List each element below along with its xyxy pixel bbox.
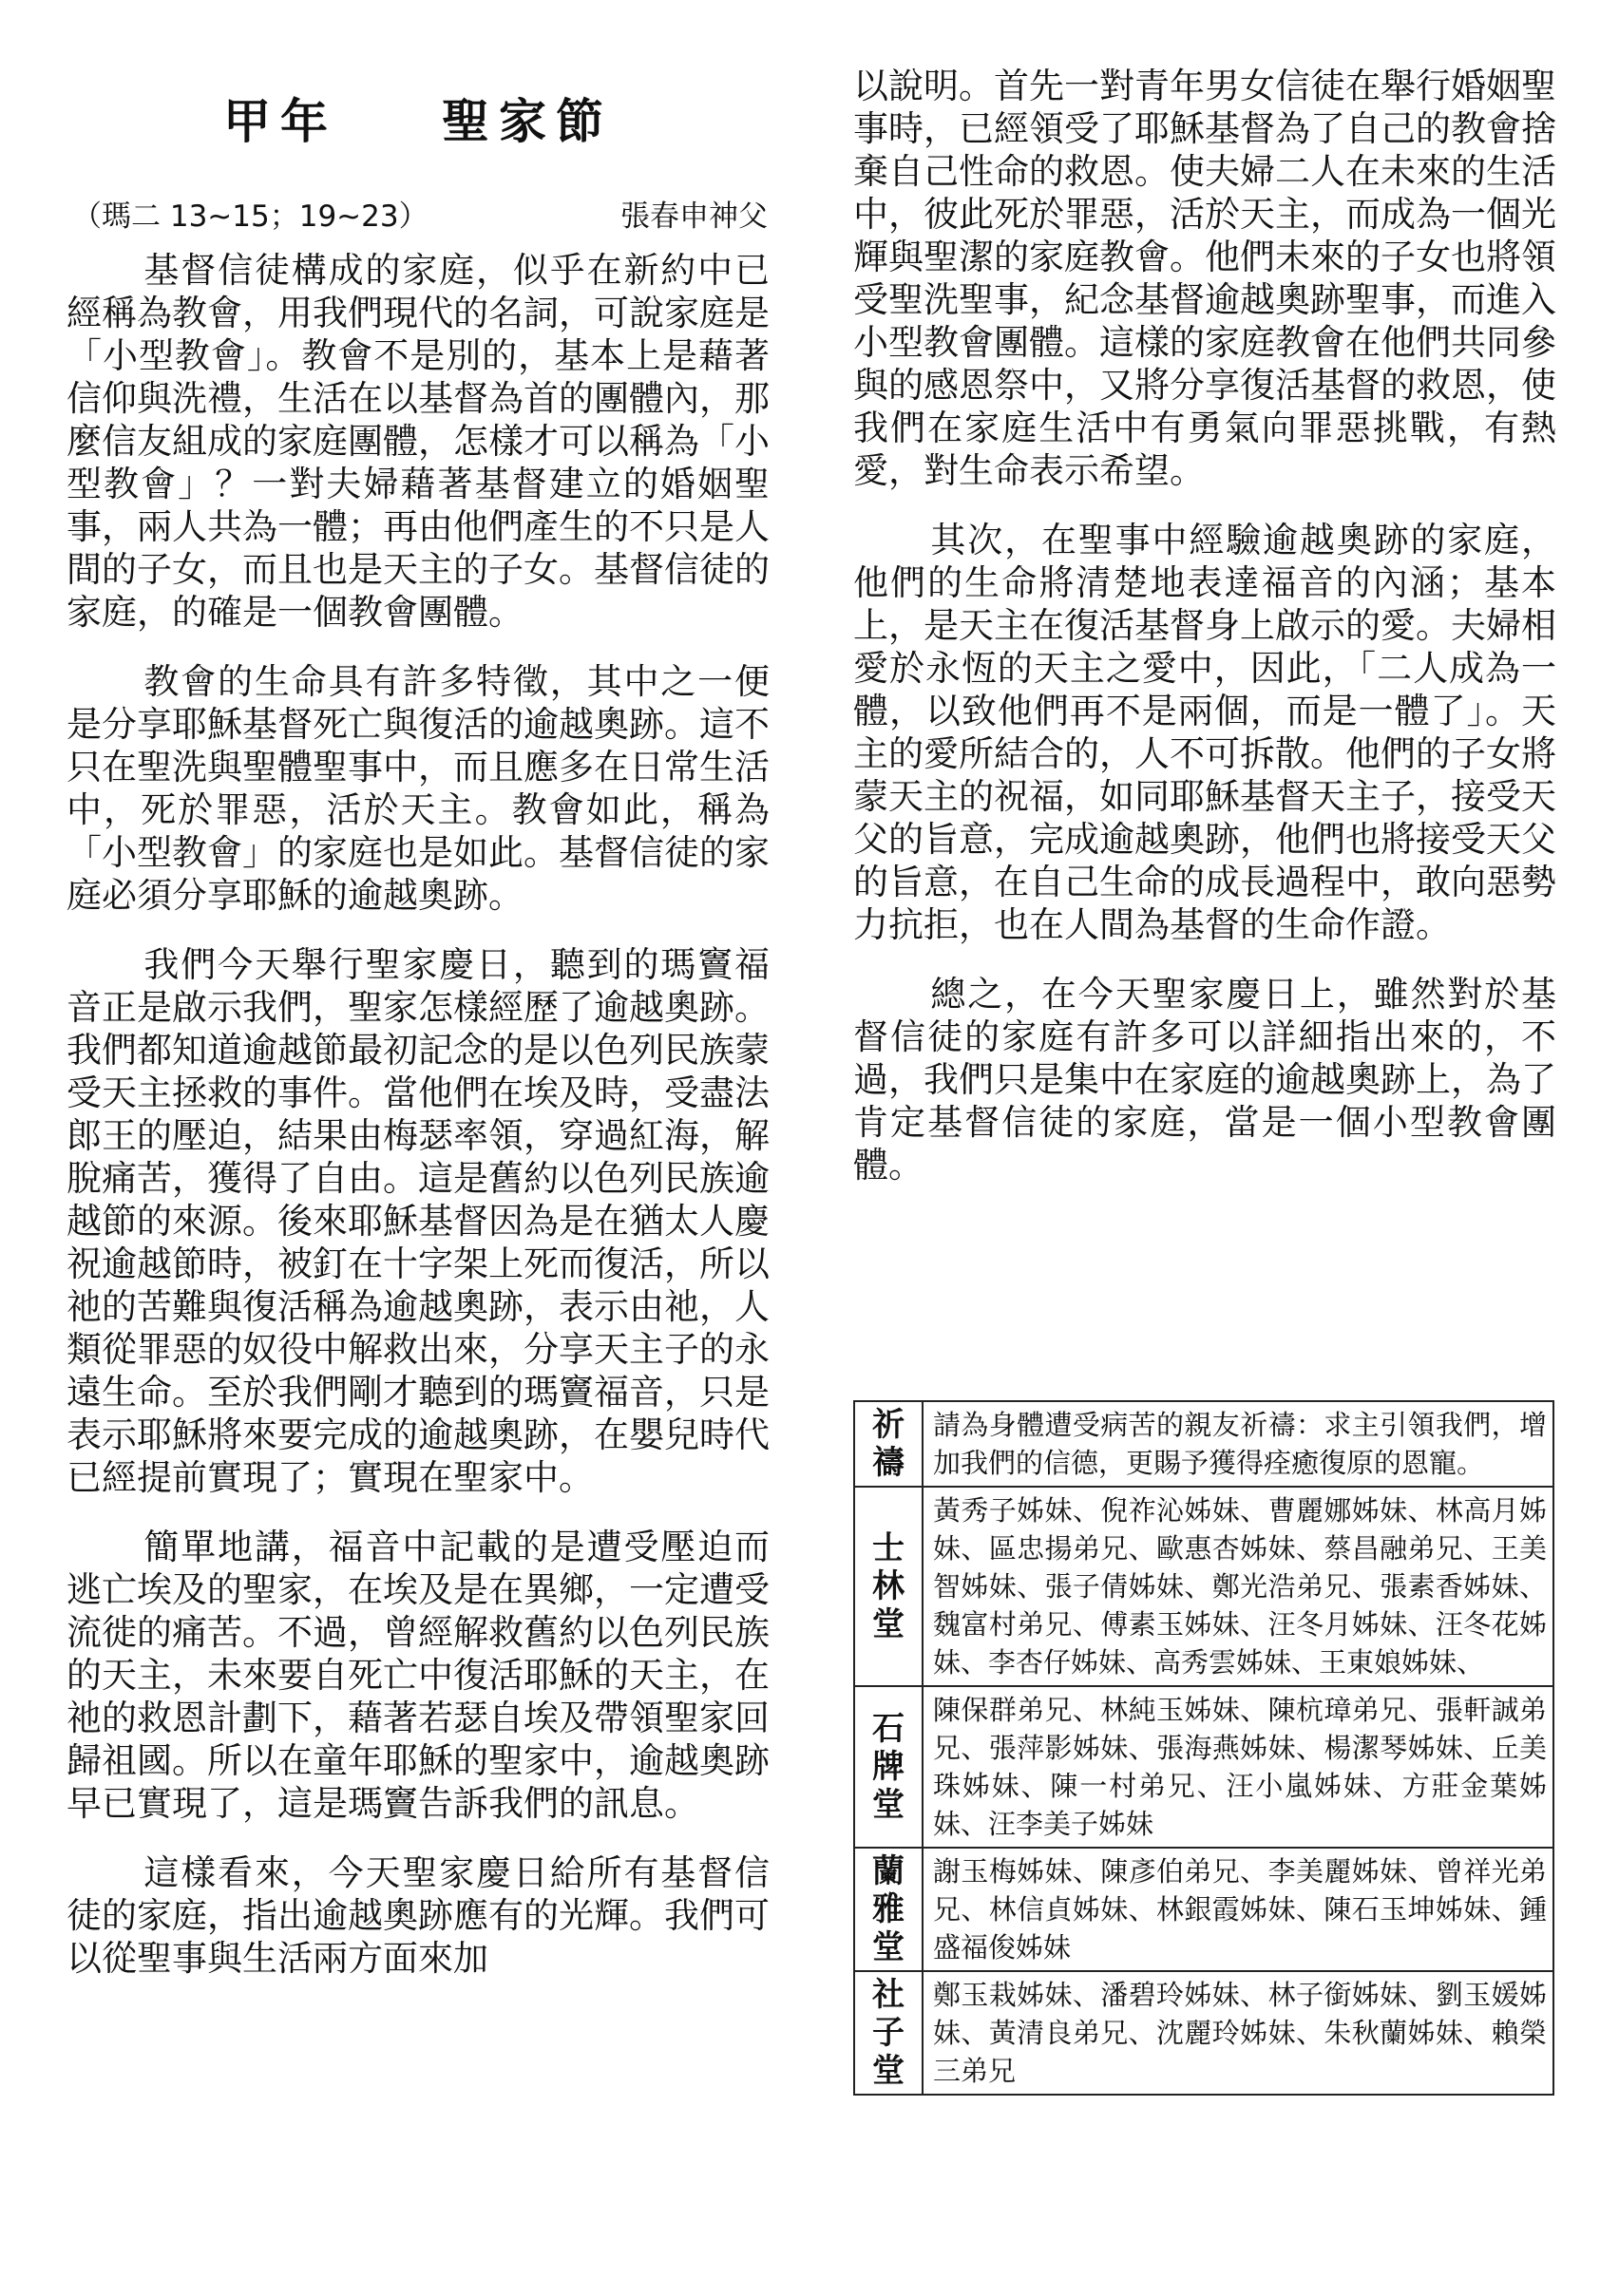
paragraph-7: 總之，在今天聖家慶日上，雖然對於基督信徒的家庭有許多可以詳細指出來的，不過，我們只是集中在家庭的逾越奧跡上，為了肯定基督信徒的家庭，當是一個小型教會團體。 (853, 974, 1556, 1186)
paragraph-6: 其次，在聖事中經驗逾越奧跡的家庭，他們的生命將清楚地表達福音的內涵；基本上，是天主在復活基督身上啟示的愛。夫婦相愛於永恆的天主之愛中，因此，「二人成為一體，以致他們再不是兩個，而是一體了」。天主的愛所結合的，人不可拆散。他們的子女將蒙天主的祝福，如同耶穌基督天主子，接受天父的旨意，完成逾越奧跡，他們也將接受天父的旨意，在自己生命的成長過程中，敢向惡勢力抗拒，也在人間為基督的生命作證。 (853, 520, 1556, 945)
table-row (854, 1848, 1553, 1971)
scripture-reference: （瑪二 13~15；19~23） (72, 199, 429, 234)
row-label-shilin: 士林堂 (854, 1487, 923, 1686)
paragraph-5: 這樣看來，今天聖家慶日給所有基督信徒的家庭，指出逾越奧跡應有的光輝。我們可以從聖事與生活兩方面來加 (67, 1852, 770, 1979)
row-label-shezi: 社子堂 (854, 1971, 923, 2095)
paragraph-4: 簡單地講，福音中記載的是遭受壓迫而逃亡埃及的聖家，在埃及是在異鄉，一定遭受流徙的痛苦。不過，曾經解救舊約以色列民族的天主，未來要自死亡中復活耶穌的天主，在祂的救恩計劃下，藉著若瑟自埃及帶領聖家回歸祖國。所以在童年耶穌的聖家中，逾越奧跡早已實現了，這是瑪竇告訴我們的訊息。 (67, 1527, 770, 1824)
names-shilin: 黃秀子姊妹、倪祚沁姊妹、曹麗娜姊妹、林高月姊妹、區忠揚弟兄、歐惠杏姊妹、蔡昌融弟兄、王美智姊妹、張子倩姊妹、鄭光浩弟兄、張素香姊妹、魏富村弟兄、傅素玉姊妹、汪冬月姊妹、汪冬花姊妹、李杏仔姊妹、高秀雲姊妹、王東娘姊妹、 (923, 1487, 1553, 1686)
paragraph-3: 我們今天舉行聖家慶日，聽到的瑪竇福音正是啟示我們，聖家怎樣經歷了逾越奧跡。我們都知道逾越節最初記念的是以色列民族蒙受天主拯救的事件。當他們在埃及時，受盡法郎王的壓迫，結果由梅瑟率領，穿過紅海，解脫痛苦，獲得了自由。這是舊約以色列民族逾越節的來源。後來耶穌基督因為是在猶太人慶祝逾越節時，被釘在十字架上死而復活，所以祂的苦難與復活稱為逾越奧跡，表示由祂，人類從罪惡的奴役中解救出來，分享天主子的永遠生命。至於我們剛才聽到的瑪竇福音，只是表示耶穌將來要完成的逾越奧跡，在嬰兒時代已經提前實現了；實現在聖家中。 (67, 944, 770, 1498)
row-label-lanya: 蘭雅堂 (854, 1848, 923, 1971)
left-column (67, 66, 770, 2006)
table-row (854, 1686, 1553, 1848)
prayer-list-table (853, 1400, 1554, 2096)
names-shipai: 陳保群弟兄、林純玉姊妹、陳杭璋弟兄、張軒誠弟兄、張萍影姊妹、張海燕姊妹、楊潔琴姊妹、丘美珠姊妹、陳一村弟兄、汪小嵐姊妹、方莊金葉姊妹、汪李美子姊妹 (923, 1686, 1553, 1848)
row-label-shipai: 石牌堂 (854, 1686, 923, 1848)
names-lanya: 謝玉梅姊妹、陳彥伯弟兄、李美麗姊妹、曾祥光弟兄、林信貞姊妹、林銀霞姊妹、陳石玉坤姊妹、鍾盛福俊姊妹 (923, 1848, 1553, 1971)
names-shezi: 鄭玉栽姊妹、潘碧玲姊妹、林子銜姊妹、劉玉媛姊妹、黃清良弟兄、沈麗玲姊妹、朱秋蘭姊妹、賴榮三弟兄 (923, 1971, 1553, 2095)
prayer-intention: 請為身體遭受病苦的親友祈禱：求主引領我們，增加我們的信德，更賜予獲得痊癒復原的恩寵。 (923, 1401, 1553, 1487)
table-row (854, 1487, 1553, 1686)
title-year: 甲年 (223, 93, 337, 149)
paragraph-1: 基督信徒構成的家庭，似乎在新約中已經稱為教會，用我們現代的名詞，可說家庭是「小型教會」。教會不是別的，基本上是藉著信仰與洗禮，生活在以基督為首的團體內，那麼信友組成的家庭團體，怎樣才可以稱為「小型教會」？一對夫婦藉著基督建立的婚姻聖事，兩人共為一體；再由他們產生的不只是人間的子女，而且也是天主的子女。基督信徒的家庭，的確是一個教會團體。 (67, 250, 770, 633)
paragraph-2: 教會的生命具有許多特徵，其中之一便是分享耶穌基督死亡與復活的逾越奧跡。這不只在聖洗與聖體聖事中，而且應多在日常生活中，死於罪惡，活於天主。教會如此，稱為「小型教會」的家庭也是如此。基督信徒的家庭必須分享耶穌的逾越奧跡。 (67, 661, 770, 916)
homily-meta (67, 192, 770, 249)
row-label-prayer: 祈禱 (854, 1401, 923, 1487)
page-title (67, 84, 770, 163)
table-row (854, 1401, 1553, 1487)
author-name: 張春申神父 (620, 199, 768, 234)
table-row (854, 1971, 1553, 2095)
title-feast: 聖家節 (442, 93, 613, 149)
paragraph-5-continued: 以說明。首先一對青年男女信徒在舉行婚姻聖事時，已經領受了耶穌基督為了自己的教會捨棄自己性命的救恩。使夫婦二人在未來的生活中，彼此死於罪惡，活於天主，而成為一個光輝與聖潔的家庭教會。他們未來的子女也將領受聖洗聖事，紀念基督逾越奧跡聖事，而進入小型教會團體。這樣的家庭教會在他們共同參與的感恩祭中，又將分享復活基督的救恩，使我們在家庭生活中有勇氣向罪惡挑戰，有熱愛，對生命表示希望。 (853, 66, 1556, 491)
right-column (853, 65, 1556, 1213)
